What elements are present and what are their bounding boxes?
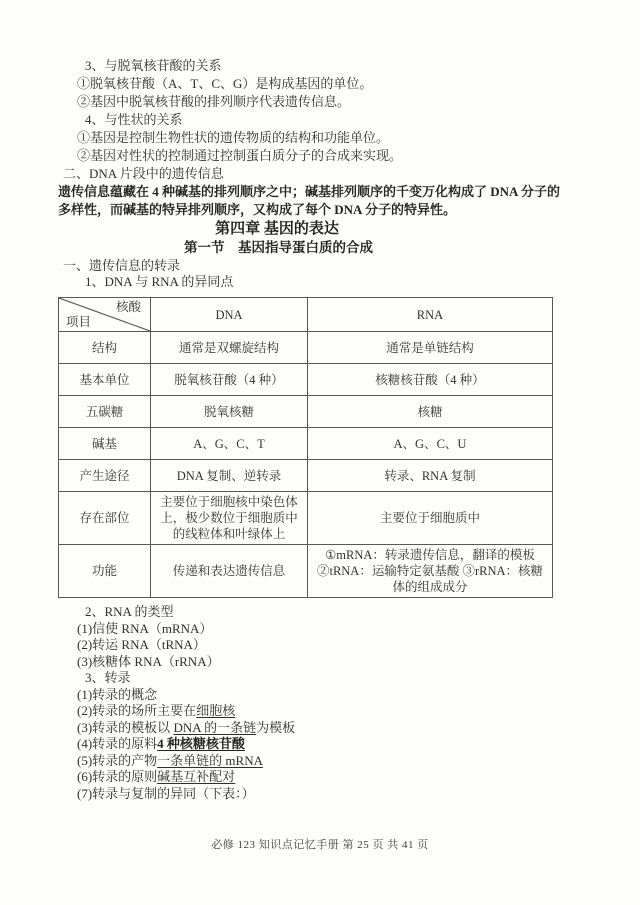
cell-dna: 主要位于细胞核中染色体上，极少数位于细胞质中的线粒体和叶绿体上	[151, 492, 308, 545]
table-row	[59, 460, 553, 492]
table-header-row	[59, 298, 553, 332]
table-row	[59, 332, 553, 364]
heading-transcription-info: 一、遗传信息的转录	[63, 258, 181, 273]
kv-label: (5)转录的产物	[77, 752, 158, 768]
table-row	[59, 364, 553, 396]
genetic-info-paragraph-line2: 多样性，而碱基的特异排列顺序，又构成了每个 DNA 分子的特异性。	[58, 202, 456, 217]
cell-dna: 脱氧核苷酸（4 种）	[151, 364, 308, 396]
heading-rna-types: 2、RNA 的类型	[85, 604, 174, 619]
item4-point2: ②基因对性状的控制通过控制蛋白质分子的合成来实现。	[77, 148, 403, 163]
row-label: 基本单位	[59, 364, 151, 396]
row-label: 存在部位	[59, 492, 151, 545]
table-corner-cell	[59, 298, 151, 332]
kv-value: 4 种核糖核苷酸	[157, 736, 245, 751]
transcription-principle-row	[77, 769, 554, 786]
heading-item3: 3、与脱氧核苷酸的关系	[85, 58, 222, 73]
kv-label: (3)转录的模板	[77, 719, 158, 735]
row-label: 碱基	[59, 428, 151, 460]
cell-dna: DNA 复制、逆转录	[151, 460, 308, 492]
heading-item4: 4、与性状的关系	[85, 112, 183, 127]
chapter-title: 第四章 基因的表达	[215, 221, 339, 237]
item4-point1: ①基因是控制生物性状的遗传物质的结构和功能单位。	[77, 130, 390, 145]
transcription-vs-replication: (7)转录与复制的异同（下表：）	[77, 785, 255, 801]
item3-point2: ②基因中脱氧核苷酸的排列顺序代表遗传信息。	[77, 94, 351, 109]
rna-type-mrna: (1)信使 RNA（mRNA）	[77, 620, 213, 636]
kv-value: DNA 的一条链	[173, 719, 257, 735]
kv-prefix: 主要在	[157, 703, 197, 718]
table-row	[59, 428, 553, 460]
kv-label: (2)转录的场所	[77, 703, 158, 718]
row-label: 产生途径	[59, 460, 151, 492]
post-table-section	[58, 604, 554, 802]
kv-suffix: 为模板	[256, 719, 296, 735]
heading-transcription: 3、转录	[85, 670, 131, 685]
page-content	[58, 57, 560, 802]
cell-rna: 核糖	[308, 396, 553, 428]
cell-rna: 通常是单链结构	[308, 332, 553, 364]
kv-label: (4)转录的原料	[77, 736, 158, 751]
page-footer: 必修 123 知识点记忆手册 第 25 页 共 41 页	[211, 839, 429, 851]
table-row	[59, 545, 553, 598]
cell-dna: 脱氧核糖	[151, 396, 308, 428]
cell-dna: 传递和表达遗传信息	[151, 545, 308, 598]
transcription-template-row	[77, 720, 554, 737]
item3-point1: ①脱氧核苷酸（A、T、C、G）是构成基因的单位。	[77, 76, 373, 91]
transcription-location-row	[77, 703, 554, 720]
transcription-material-row	[77, 736, 554, 753]
kv-value: 一条单链的 mRNA	[157, 752, 263, 768]
cell-rna: 转录、RNA 复制	[308, 460, 553, 492]
section-title: 第一节 基因指导蛋白质的合成	[184, 240, 373, 255]
kv-value: 碱基互补配对	[157, 769, 236, 784]
row-label: 结构	[59, 332, 151, 364]
dna-rna-comparison-table	[58, 297, 553, 598]
genetic-info-paragraph-line1: 遗传信息蕴藏在 4 种碱基的排列顺序之中；碱基排列顺序的千变万化构成了 DNA 分子的	[58, 184, 560, 199]
cell-rna: 核糖核苷酸（4 种）	[308, 364, 553, 396]
heading-dna-fragment: 二、DNA 片段中的遗传信息	[63, 166, 224, 181]
rna-type-rrna: (3)核糖体 RNA（rRNA）	[77, 653, 220, 669]
corner-label-nucleic-acid: 核酸	[115, 300, 141, 314]
row-label: 功能	[59, 545, 151, 598]
transcription-product-row	[77, 753, 554, 770]
column-header-rna: RNA	[308, 298, 553, 332]
table-row	[59, 396, 553, 428]
kv-label: (6)转录的原则	[77, 769, 158, 784]
kv-prefix: 以	[157, 719, 174, 735]
cell-rna: A、G、C、U	[308, 428, 553, 460]
cell-rna: ①mRNA：转录遗传信息，翻译的模板 ②tRNA：运输特定氨基酸 ③rRNA：核糖体的组成成分	[308, 545, 553, 598]
table-row	[59, 492, 553, 545]
cell-dna: 通常是双螺旋结构	[151, 332, 308, 364]
column-header-dna: DNA	[151, 298, 308, 332]
row-label: 五碳糖	[59, 396, 151, 428]
transcription-concept: (1)转录的概念	[77, 686, 158, 702]
heading-dna-rna-diff: 1、DNA 与 RNA 的异同点	[85, 274, 234, 289]
cell-rna: 主要位于细胞质中	[308, 492, 553, 545]
rna-type-trna: (2)转运 RNA（tRNA）	[77, 637, 206, 652]
corner-label-item: 项目	[66, 315, 92, 329]
cell-dna: A、G、C、T	[151, 428, 308, 460]
kv-value: 细胞核	[196, 703, 236, 718]
